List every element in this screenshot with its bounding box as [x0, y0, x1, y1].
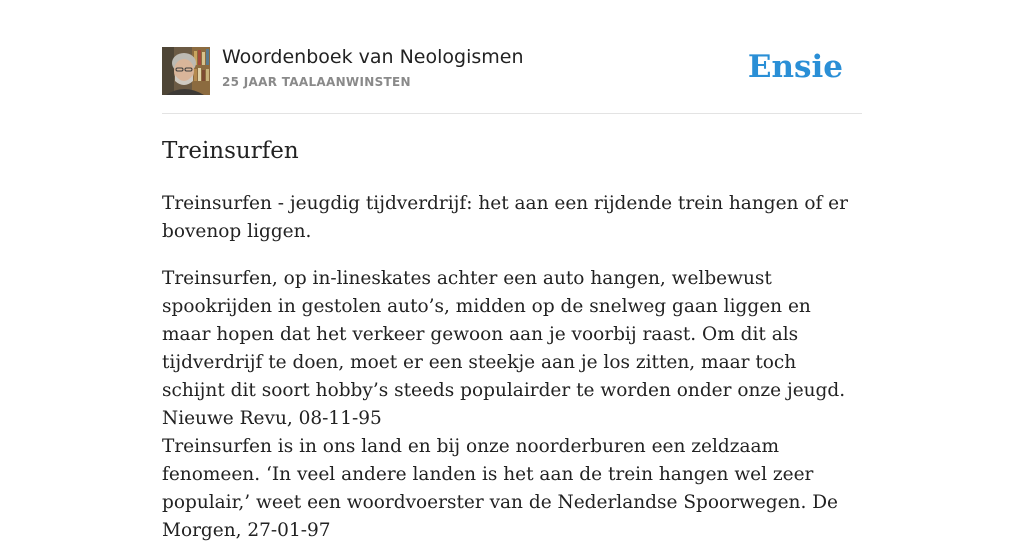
entry-quote: Treinsurfen, op in-lineskates achter een auto hangen, welbewust spookrijden in gestolen auto’s, midden op de snelweg gaan liggen en maar hopen dat het verkeer gewoon aan je voorbij raast. Om dit als tijdverdrijf te doen, moet er een steekje aan je los zitten, maar toch schijnt dit soort hobby’s steeds populairder te worden onder onze jeugd. Nieuwe Revu, 08-11-95 [162, 268, 846, 429]
entry-quote: Treinsurfen is in ons land en bij onze noorderburen een zeldzaam fenomeen. ‘In veel andere landen is het aan de trein hangen wel zeer populair,’ weet een woordvoerster van de Nederlandse Spoorwegen. De Morgen, 27-01-97 [162, 436, 838, 541]
author-portrait-image [162, 47, 210, 95]
entry-term: Treinsurfen [162, 138, 299, 164]
source-header [162, 0, 862, 114]
page-content [162, 0, 862, 541]
source-title[interactable]: Woordenboek van Neologismen [222, 46, 524, 68]
avatar[interactable] [162, 47, 210, 95]
entry-definition: Treinsurfen - jeugdig tijdverdrijf: het aan een rijdende trein hangen of er bovenop liggen. [162, 193, 848, 242]
ensie-logo[interactable]: Ensie [747, 49, 843, 85]
source-subtitle: 25 JAAR TAALAANWINSTEN [222, 75, 411, 89]
